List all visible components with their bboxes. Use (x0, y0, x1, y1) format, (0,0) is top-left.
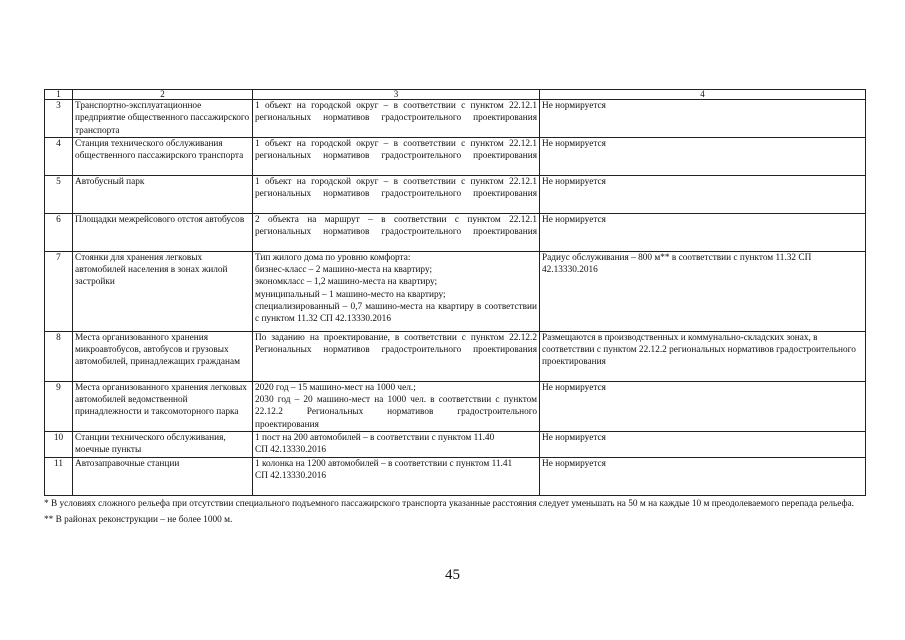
norm-line: бизнес-класс – 2 машино-места на квартиру; (255, 265, 433, 276)
service-radius: Не нормируется (540, 175, 866, 213)
footnote-terrain: * В условиях сложного рельефа при отсутствии специального подъемного пассажирского транспорта указанные расстояния следует уменьшать на 50 м на каждые 10 м преодолеваемого перепада рельефа. (44, 499, 854, 509)
table-row (45, 213, 866, 251)
header-col-3: 3 (253, 90, 540, 100)
facility-norm (253, 381, 540, 431)
norm-line: 2030 год – 20 машино-мест на 1000 чел. в соответствии с пунктом 22.12.2 Региональных нормативов градостроительного проектирования (255, 395, 537, 430)
facility-name: Автобусный парк (73, 175, 253, 213)
norm-line: 1 колонка на 1200 автомобилей – в соответствии с пунктом 11.41 (255, 459, 513, 470)
facility-name: Места организованного хранения легковых автомобилей ведомственной принадлежности и таксомоторного парка (73, 381, 253, 431)
norm-line: СП 42.13330.2016 (255, 471, 327, 482)
table-header-row (45, 90, 866, 100)
facility-name: Станция технического обслуживания общественного пассажирского транспорта (73, 137, 253, 175)
row-number: 9 (45, 381, 73, 431)
facility-norm (253, 432, 540, 458)
facility-name: Места организованного хранения микроавтобусов, автобусов и грузовых автомобилей, принадлежащих гражданам (73, 331, 253, 381)
parking-norms-table (44, 89, 866, 496)
footnote-reconstruction: ** В районах реконструкции – не более 1000 м. (44, 515, 233, 525)
service-radius: Не нормируется (540, 458, 866, 496)
table-row (45, 331, 866, 381)
service-radius: Не нормируется (540, 432, 866, 458)
facility-name: Станции технического обслуживания, моечные пункты (73, 432, 253, 458)
footnotes (44, 498, 865, 530)
table-row (45, 381, 866, 431)
table-row (45, 175, 866, 213)
service-radius: Не нормируется (540, 137, 866, 175)
norm-line: 1 пост на 200 автомобилей – в соответствии с пунктом 11.40 (255, 433, 495, 444)
row-number: 10 (45, 432, 73, 458)
facility-name: Стоянки для хранения легковых автомобилей населения в зонах жилой застройки (73, 251, 253, 331)
row-number: 7 (45, 251, 73, 331)
header-col-1: 1 (45, 90, 73, 100)
header-col-2: 2 (73, 90, 253, 100)
row-number: 5 (45, 175, 73, 213)
facility-norm: 1 объект на городской округ – в соответствии с пунктом 22.12.1 региональных нормативов градостроительного проектирования (253, 175, 540, 213)
facility-norm: 1 объект на городской округ – в соответствии с пунктом 22.12.1 региональных нормативов градостроительного проектирования (253, 137, 540, 175)
norm-line: Тип жилого дома по уровню комфорта: (255, 252, 411, 263)
norm-line: 2020 год – 15 машино-мест на 1000 чел.; (255, 382, 416, 393)
facility-norm: По заданию на проектирование, в соответствии с пунктом 22.12.2 Региональных нормативов градостроительного проектирования (253, 331, 540, 381)
row-number: 4 (45, 137, 73, 175)
facility-norm (253, 251, 540, 331)
table-row (45, 251, 866, 331)
facility-norm (253, 458, 540, 496)
norm-line: СП 42.13330.2016 (255, 445, 327, 456)
row-number: 3 (45, 100, 73, 138)
row-number: 8 (45, 331, 73, 381)
service-radius: Размещаются в производственных и коммунально-складских зонах, в соответствии с пунктом 22.12.2 региональных нормативов градостроительного проектирования (540, 331, 866, 381)
row-number: 11 (45, 458, 73, 496)
service-radius: Не нормируется (540, 381, 866, 431)
facility-norm: 2 объекта на маршрут – в соответствии с пунктом 22.12.1 региональных нормативов градостроительного проектирования (253, 213, 540, 251)
table-row (45, 100, 866, 138)
facility-name: Площадки межрейсового отстоя автобусов (73, 213, 253, 251)
service-radius: Не нормируется (540, 213, 866, 251)
norm-line: муниципальный – 1 машино-место на квартиру; (255, 289, 446, 300)
facility-name: Транспортно-эксплуатационное предприятие общественного пассажирского транспорта (73, 100, 253, 138)
table-row (45, 137, 866, 175)
table-row (45, 432, 866, 458)
service-radius: Не нормируется (540, 100, 866, 138)
facility-name: Автозаправочные станции (73, 458, 253, 496)
facility-norm: 1 объект на городской округ – в соответствии с пунктом 22.12.1 региональных нормативов градостроительного проектирования (253, 100, 540, 138)
norm-line: специализированный – 0,7 машино-места на квартиру в соответствии с пунктом 11.32 СП 42.13330.2016 (255, 302, 537, 325)
norm-line: экономкласс – 1,2 машино-места на квартиру; (255, 277, 438, 288)
service-radius: Радиус обслуживания – 800 м** в соответствии с пунктом 11.32 СП 42.13330.2016 (540, 251, 866, 331)
page-number: 45 (445, 567, 460, 583)
row-number: 6 (45, 213, 73, 251)
header-col-4: 4 (540, 90, 866, 100)
table-row (45, 458, 866, 496)
